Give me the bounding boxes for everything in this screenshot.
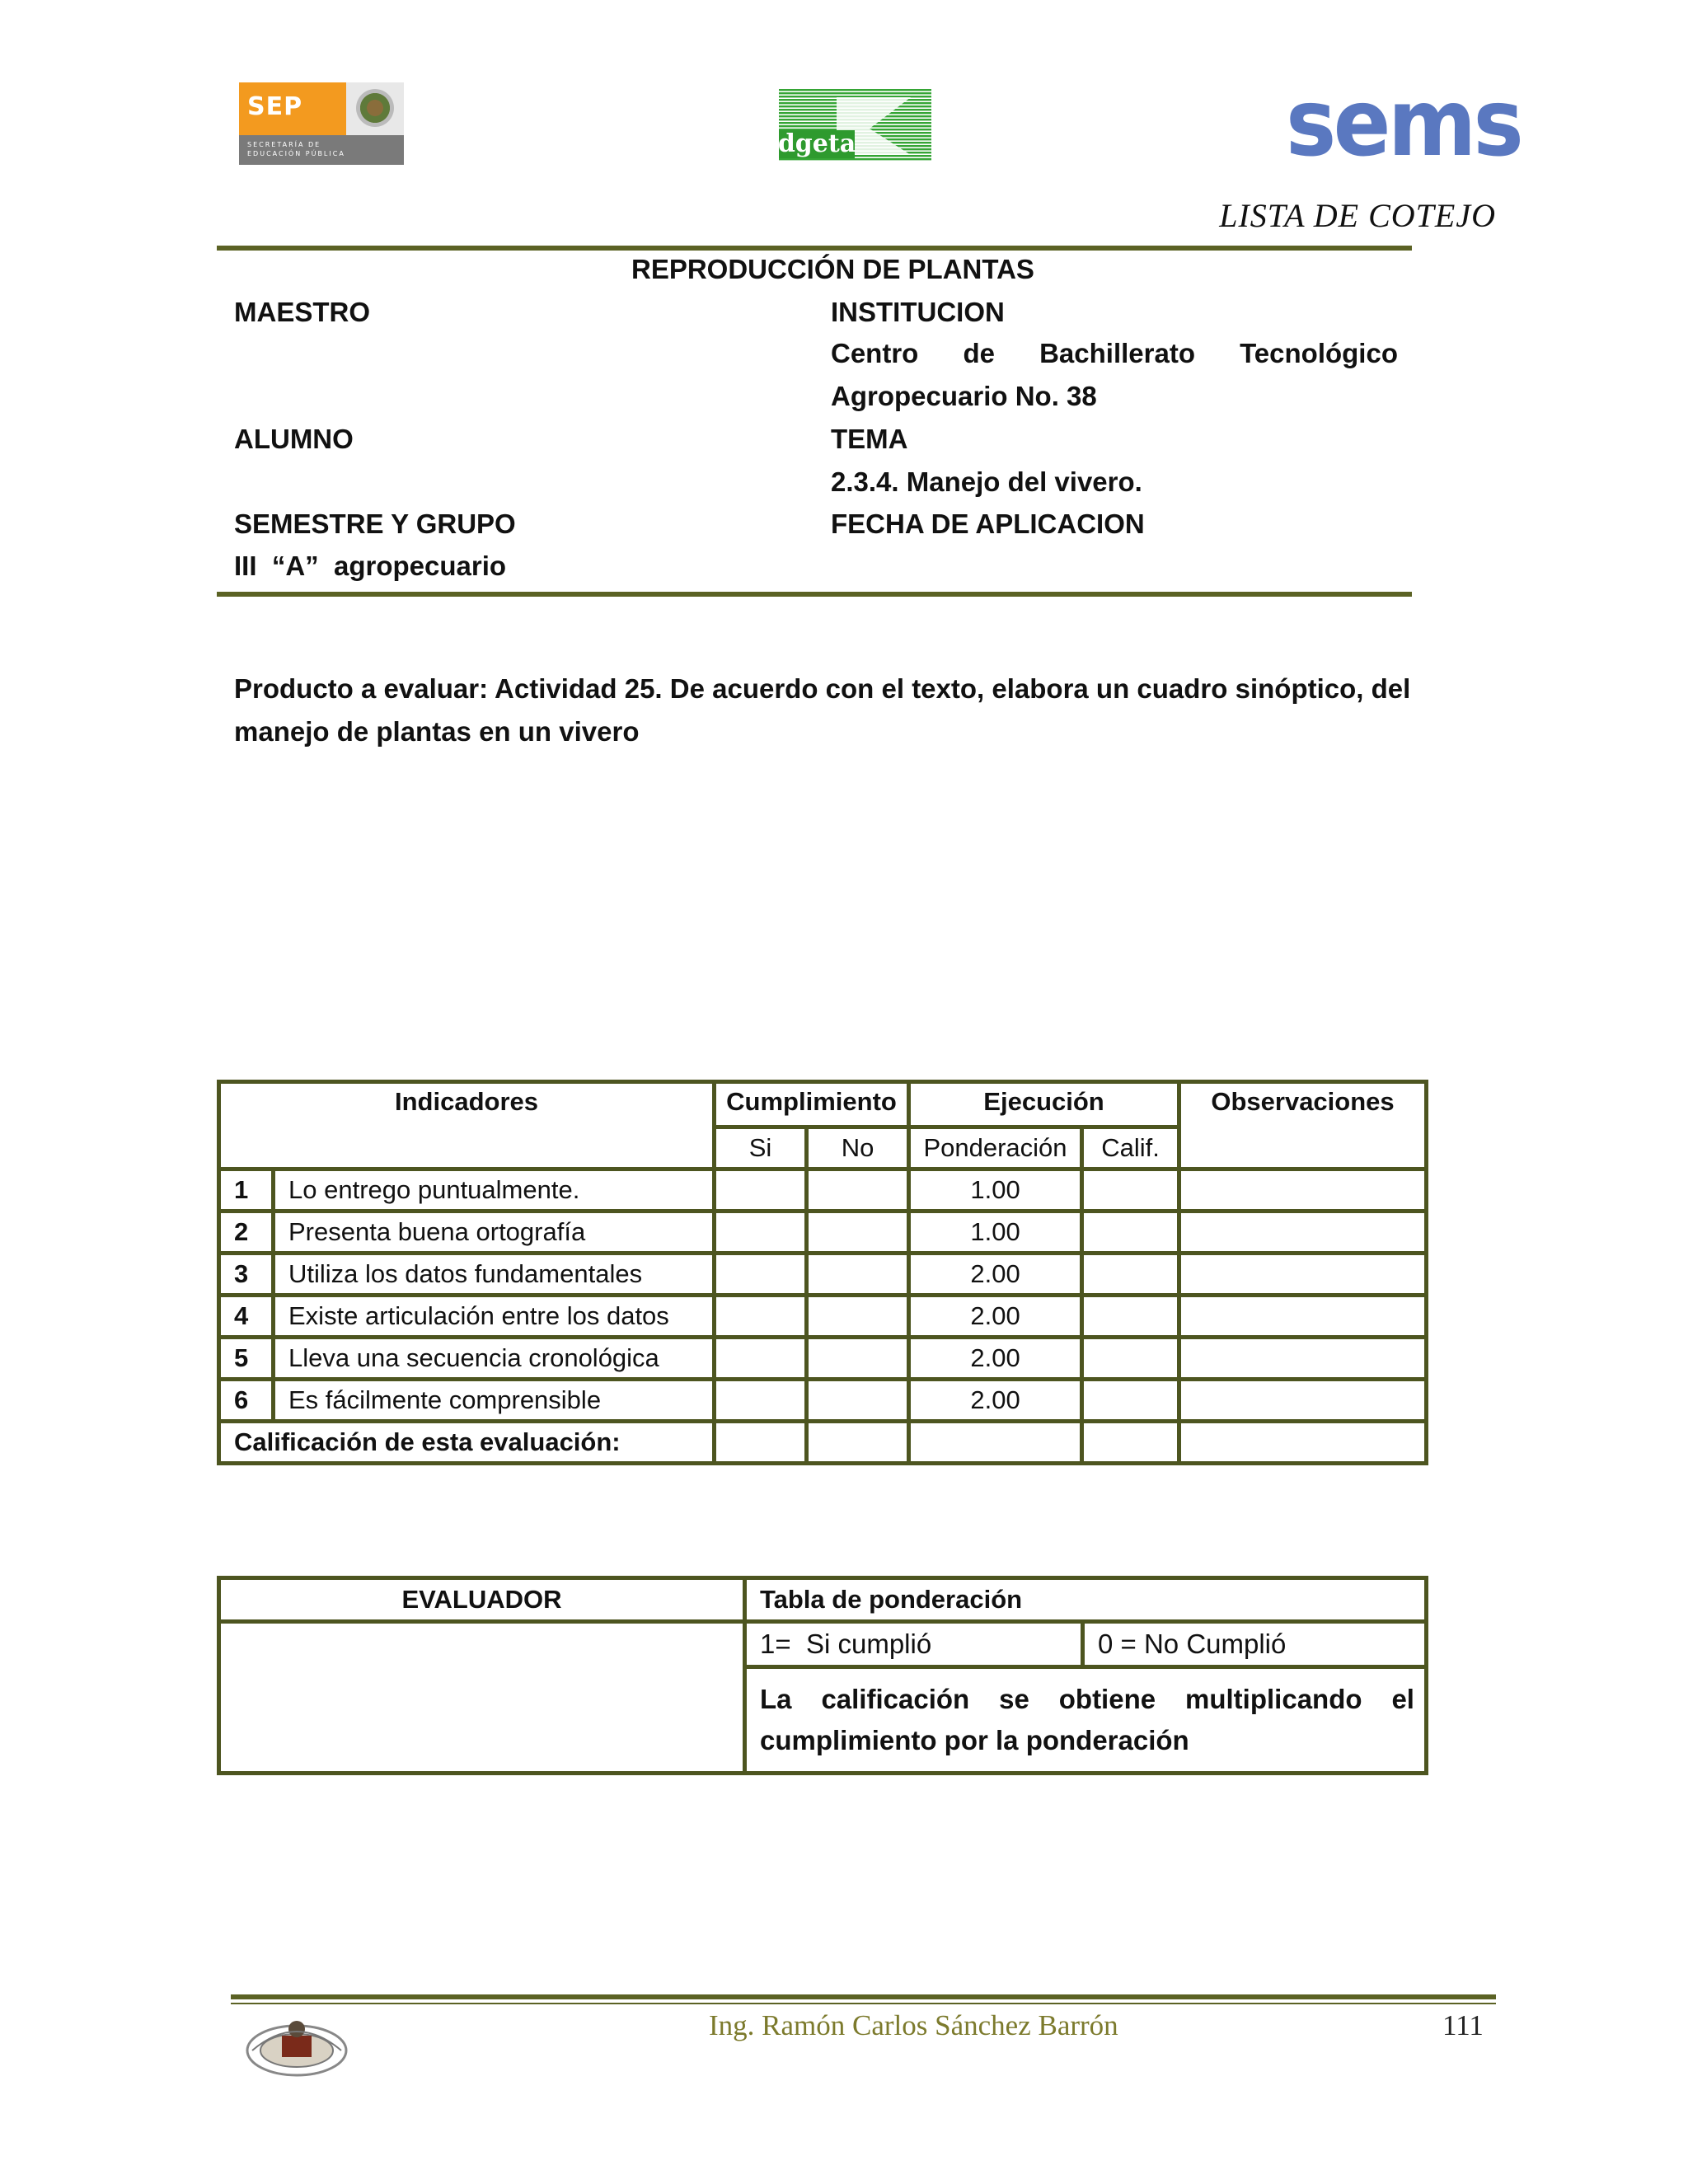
si-cumplio-legend: 1= Si cumplió bbox=[745, 1622, 1083, 1667]
table-row bbox=[219, 1169, 1427, 1212]
table-row bbox=[219, 1296, 1427, 1338]
si-cell[interactable] bbox=[715, 1380, 807, 1422]
observaciones-cell[interactable] bbox=[1179, 1254, 1427, 1296]
footer-author: Ing. Ramón Carlos Sánchez Barrón bbox=[709, 2009, 1118, 2041]
si-cell[interactable] bbox=[715, 1169, 807, 1212]
row-weight: 1.00 bbox=[909, 1212, 1082, 1254]
sep-logo bbox=[239, 82, 404, 165]
si-cell[interactable] bbox=[715, 1296, 807, 1338]
observaciones-cell[interactable] bbox=[1179, 1212, 1427, 1254]
header-si: Si bbox=[715, 1127, 807, 1169]
row-weight: 2.00 bbox=[909, 1380, 1082, 1422]
observaciones-cell[interactable] bbox=[1179, 1338, 1427, 1380]
total-calif-cell[interactable] bbox=[1082, 1422, 1179, 1464]
header-ponderacion: Ponderación bbox=[909, 1127, 1082, 1169]
row-indicator: Lo entrego puntualmente. bbox=[274, 1169, 715, 1212]
document-type-title: LISTA DE COTEJO bbox=[1219, 197, 1496, 234]
no-cumplio-legend: 0 = No Cumplió bbox=[1083, 1622, 1427, 1667]
observaciones-cell[interactable] bbox=[1179, 1169, 1427, 1212]
header-cumplimiento: Cumplimiento bbox=[715, 1082, 909, 1127]
page-number: 111 bbox=[1442, 2009, 1484, 2041]
dgeta-logo-text: dgeta bbox=[779, 129, 856, 158]
row-indicator: Lleva una secuencia cronológica bbox=[274, 1338, 715, 1380]
calif-cell[interactable] bbox=[1082, 1380, 1179, 1422]
header-ejecucion: Ejecución bbox=[909, 1082, 1179, 1127]
no-cell[interactable] bbox=[807, 1296, 909, 1338]
si-cell[interactable] bbox=[715, 1212, 807, 1254]
institucion-label: INSTITUCION bbox=[831, 297, 1005, 327]
row-indicator: Existe articulación entre los datos bbox=[274, 1296, 715, 1338]
row-weight: 2.00 bbox=[909, 1254, 1082, 1296]
header-top-rule bbox=[217, 246, 1412, 251]
total-label: Calificación de esta evaluación: bbox=[219, 1422, 715, 1464]
row-weight: 2.00 bbox=[909, 1296, 1082, 1338]
footer-rule-thin bbox=[231, 2003, 1496, 2004]
row-number: 5 bbox=[219, 1338, 274, 1380]
calculation-note: La calificación se obtiene multiplicando el cumplimiento por la ponderación bbox=[745, 1667, 1427, 1774]
semestre-label: SEMESTRE Y GRUPO bbox=[234, 509, 516, 539]
header-calif: Calif. bbox=[1082, 1127, 1179, 1169]
calif-cell[interactable] bbox=[1082, 1338, 1179, 1380]
table-row bbox=[219, 1254, 1427, 1296]
mexican-seal-icon bbox=[356, 89, 394, 127]
calif-cell[interactable] bbox=[1082, 1296, 1179, 1338]
header-bottom-rule bbox=[217, 592, 1412, 597]
calif-cell[interactable] bbox=[1082, 1169, 1179, 1212]
table-row bbox=[219, 1338, 1427, 1380]
observaciones-cell[interactable] bbox=[1179, 1296, 1427, 1338]
row-number: 3 bbox=[219, 1254, 274, 1296]
semestre-value: III “A” agropecuario bbox=[234, 551, 507, 581]
institucion-value-line1: Centro de Bachillerato Tecnológico bbox=[831, 338, 1398, 368]
school-seal-icon bbox=[246, 2018, 348, 2079]
row-number: 1 bbox=[219, 1169, 274, 1212]
table-header-row bbox=[219, 1082, 1427, 1127]
evaluador-signature-cell[interactable] bbox=[219, 1622, 745, 1774]
total-ponderacion-cell[interactable] bbox=[909, 1422, 1082, 1464]
evaluation-table bbox=[217, 1576, 1428, 1775]
footer-rule bbox=[231, 1994, 1496, 1999]
table-row bbox=[219, 1212, 1427, 1254]
institucion-value-line2: Agropecuario No. 38 bbox=[831, 381, 1097, 411]
header-no: No bbox=[807, 1127, 909, 1169]
no-cell[interactable] bbox=[807, 1338, 909, 1380]
no-cell[interactable] bbox=[807, 1169, 909, 1212]
row-weight: 1.00 bbox=[909, 1169, 1082, 1212]
total-observaciones-cell[interactable] bbox=[1179, 1422, 1427, 1464]
observaciones-cell[interactable] bbox=[1179, 1380, 1427, 1422]
row-indicator: Presenta buena ortografía bbox=[274, 1212, 715, 1254]
header-indicadores: Indicadores bbox=[219, 1082, 715, 1169]
total-no-cell[interactable] bbox=[807, 1422, 909, 1464]
table-row bbox=[219, 1380, 1427, 1422]
alumno-label: ALUMNO bbox=[234, 424, 354, 454]
row-indicator: Utiliza los datos fundamentales bbox=[274, 1254, 715, 1296]
fecha-label: FECHA DE APLICACION bbox=[831, 509, 1145, 539]
tabla-ponderacion-header: Tabla de ponderación bbox=[745, 1578, 1427, 1622]
total-si-cell[interactable] bbox=[715, 1422, 807, 1464]
no-cell[interactable] bbox=[807, 1380, 909, 1422]
total-row bbox=[219, 1422, 1427, 1464]
sep-logo-subtitle: SECRETARÍA DE EDUCACIÓN PÚBLICA bbox=[247, 141, 345, 157]
header-observaciones: Observaciones bbox=[1179, 1082, 1427, 1169]
calif-cell[interactable] bbox=[1082, 1254, 1179, 1296]
no-cell[interactable] bbox=[807, 1254, 909, 1296]
dgeta-logo bbox=[779, 89, 931, 162]
sems-logo: sems bbox=[1286, 70, 1522, 177]
checklist-table bbox=[217, 1080, 1428, 1465]
row-number: 6 bbox=[219, 1380, 274, 1422]
row-indicator: Es fácilmente comprensible bbox=[274, 1380, 715, 1422]
row-weight: 2.00 bbox=[909, 1338, 1082, 1380]
si-cell[interactable] bbox=[715, 1254, 807, 1296]
product-to-evaluate: Producto a evaluar: Actividad 25. De acuerdo con el texto, elabora un cuadro sinóptico, del manejo de plantas en un vivero bbox=[234, 673, 1411, 747]
tema-label: TEMA bbox=[831, 424, 908, 454]
sep-logo-text: SEP bbox=[247, 92, 303, 121]
calif-cell[interactable] bbox=[1082, 1212, 1179, 1254]
tema-value: 2.3.4. Manejo del vivero. bbox=[831, 466, 1142, 497]
row-number: 2 bbox=[219, 1212, 274, 1254]
activity-title: REPRODUCCIÓN DE PLANTAS bbox=[631, 254, 1034, 284]
evaluador-header: EVALUADOR bbox=[219, 1578, 745, 1622]
no-cell[interactable] bbox=[807, 1212, 909, 1254]
maestro-label: MAESTRO bbox=[234, 297, 370, 327]
si-cell[interactable] bbox=[715, 1338, 807, 1380]
row-number: 4 bbox=[219, 1296, 274, 1338]
